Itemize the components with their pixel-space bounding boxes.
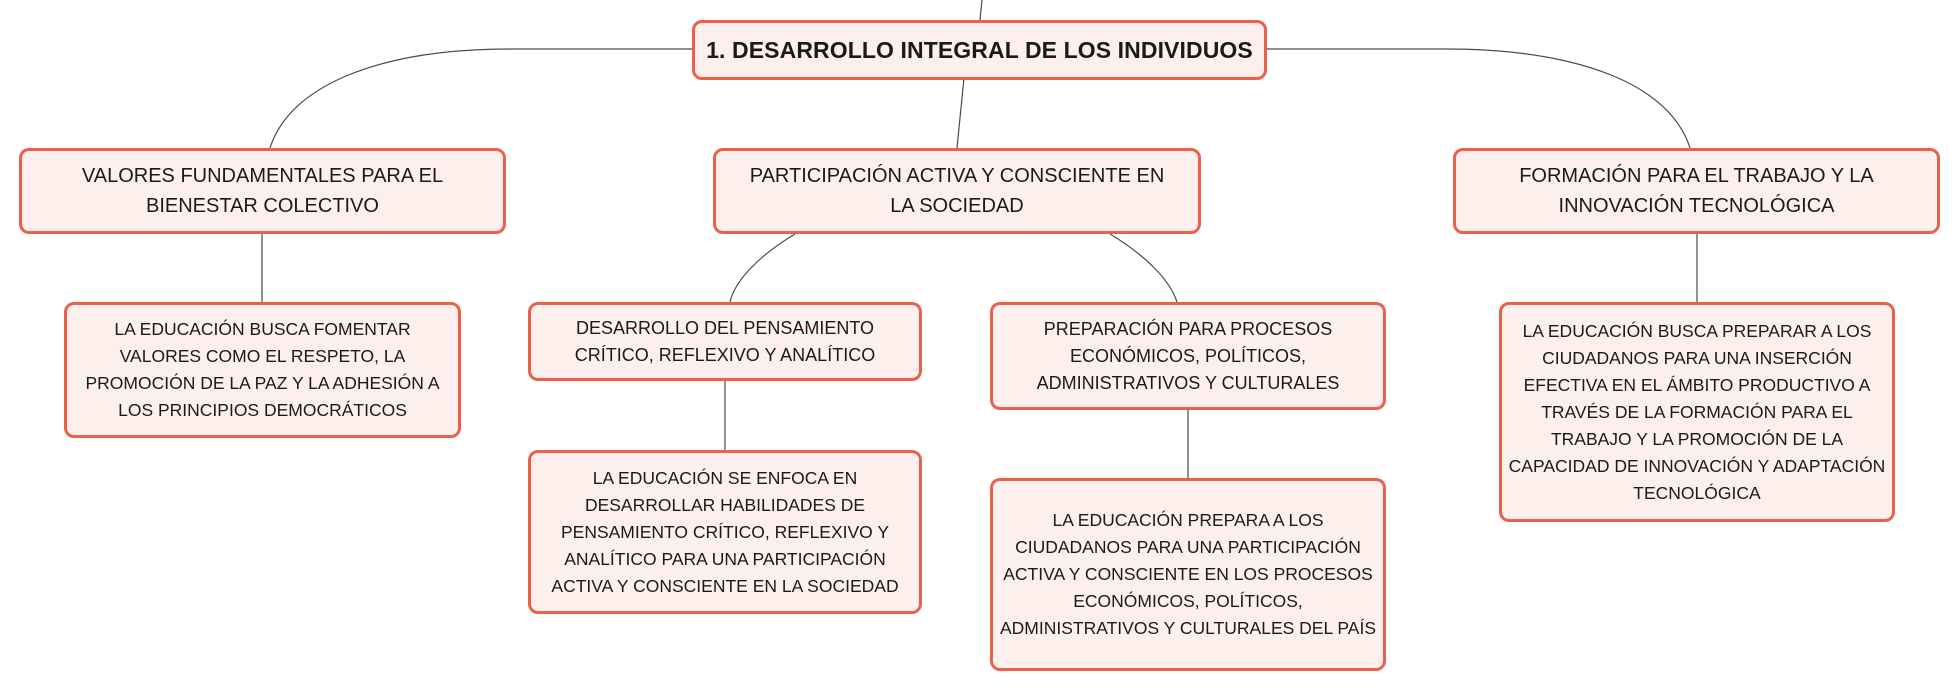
root-topic[interactable] [692,20,1267,80]
subtopic-preparacion-procesos[interactable] [990,302,1386,410]
topic-participacion-activa-label: PARTICIPACIÓN ACTIVA Y CONSCIENTE EN LA SOCIEDAD [749,165,1165,217]
detail-preparacion-procesos[interactable] [990,478,1386,671]
subtopic-pensamiento-critico-label: DESARROLLO DEL PENSAMIENTO CRÍTICO, REFLEXIVO Y ANALÍTICO [574,317,876,365]
topic-formacion-trabajo[interactable] [1453,148,1940,234]
connector-participacion-to-preparacion [1110,234,1177,302]
subtopic-preparacion-procesos-label: PREPARACIÓN PARA PROCESOS ECONÓMICOS, POLÍTICOS, ADMINISTRATIVOS Y CULTURALES [1036,318,1340,393]
topic-valores-fundamentales-label: VALORES FUNDAMENTALES PARA EL BIENESTAR COLECTIVO [81,165,444,217]
detail-pensamiento-critico-label: LA EDUCACIÓN SE ENFOCA EN DESARROLLAR HABILIDADES DE PENSAMIENTO CRÍTICO, REFLEXIVO Y ANALÍTICO PARA UNA PARTICIPACIÓN ACTIVA Y CONSCIENTE EN LA SOCIEDAD [551,467,899,596]
connector-root-to-formacion [1265,49,1690,148]
connector-participacion-to-pensamiento [730,234,795,302]
root-topic-label: 1. DESARROLLO INTEGRAL DE LOS INDIVIDUOS [706,36,1253,63]
topic-participacion-activa[interactable] [713,148,1201,234]
topic-valores-fundamentales[interactable] [19,148,506,234]
subtopic-formacion-detail[interactable] [1499,302,1895,522]
subtopic-pensamiento-critico[interactable] [528,302,922,381]
topic-formacion-trabajo-label: FORMACIÓN PARA EL TRABAJO Y LA INNOVACIÓN TECNOLÓGICA [1519,165,1874,217]
detail-preparacion-procesos-label: LA EDUCACIÓN PREPARA A LOS CIUDADANOS PARA UNA PARTICIPACIÓN ACTIVA Y CONSCIENTE EN LOS PROCESOS ECONÓMICOS, POLÍTICOS, ADMINISTRATIVOS Y CULTURALES DEL PAÍS [999,510,1377,638]
connector-root-to-participacion [957,78,964,148]
connector-root-to-parent [980,0,982,20]
detail-pensamiento-critico[interactable] [528,450,922,614]
subtopic-formacion-detail-label: LA EDUCACIÓN BUSCA PREPARAR A LOS CIUDADANOS PARA UNA INSERCIÓN EFECTIVA EN EL ÁMBITO PRODUCTIVO A TRAVÉS DE LA FORMACIÓN PARA EL TRABAJO Y LA PROMOCIÓN DE LA CAPACIDAD DE INNOVACIÓN Y ADAPTACIÓN TECNOLÓGICA [1508,320,1886,503]
connector-root-to-valores [270,49,692,148]
subtopic-valores-detail-label: LA EDUCACIÓN BUSCA FOMENTAR VALORES COMO EL RESPETO, LA PROMOCIÓN DE LA PAZ Y LA ADHESIÓN A LOS PRINCIPIOS DEMOCRÁTICOS [85,319,440,420]
subtopic-valores-detail[interactable] [64,302,461,438]
